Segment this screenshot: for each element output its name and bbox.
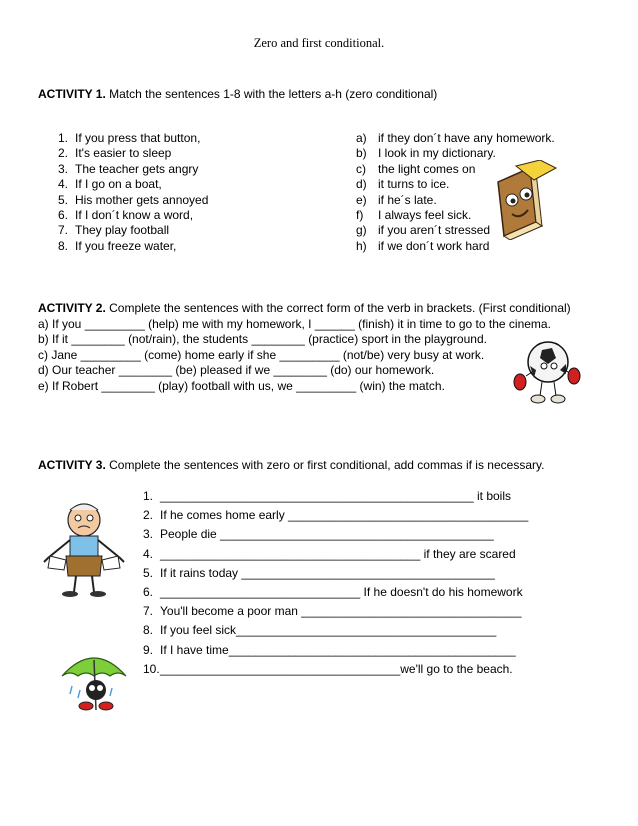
sentence-line: a) If you _________ (help) me with my homework, I ______ (finish) it in time to go to the cinema. — [38, 316, 551, 331]
list-item: h) if we don´t work hard — [356, 238, 490, 253]
list-item: c) the light comes on — [356, 161, 476, 176]
list-item: 3. People die _________________________________________ — [143, 527, 494, 542]
sentence-line: e) If Robert ________ (play) football with us, we _________ (win) the match. — [38, 378, 445, 393]
activity1-instruction: Match the sentences 1-8 with the letters a-h (zero conditional) — [105, 87, 438, 101]
activity3-heading — [38, 458, 544, 472]
list-item: g) if you aren´t stressed — [356, 223, 491, 238]
list-item: a) if they don´t have any homework. — [356, 131, 555, 145]
sentence-line: c) Jane _________ (come) home early if she _________ (not/be) very busy at work. — [38, 347, 485, 362]
list-item: 5. If it rains today ______________________________________ — [143, 565, 495, 580]
worksheet-title: Zero and first conditional. — [253, 36, 385, 50]
sentence-line: b) If it ________ (not/rain), the students ________ (practice) sport in the playground. — [38, 332, 487, 347]
activity3-instruction: Complete the sentences with zero or first conditional, add commas if is necessary. — [105, 458, 545, 472]
man-cartoon-image — [38, 498, 130, 598]
list-item: 7. They play football — [58, 223, 170, 238]
list-item: 8. If you freeze water, — [58, 238, 177, 253]
list-item: 6. If I don´t know a word, — [58, 207, 194, 222]
activity3-list — [143, 487, 528, 679]
list-item: b) I look in my dictionary. — [356, 146, 496, 161]
sentence-line: d) Our teacher ________ (be) pleased if we ________ (do) our homework. — [38, 363, 435, 378]
book-cartoon-image — [490, 160, 560, 240]
activity1-left-list — [58, 131, 208, 254]
list-item: d) it turns to ice. — [356, 177, 450, 192]
list-item: 9. If I have time___________________________________________ — [143, 642, 516, 657]
list-item: 6. ______________________________ If he doesn't do his homework — [143, 584, 523, 599]
list-item: 2. If he comes home early ____________________________________ — [143, 508, 529, 523]
umbrella-cartoon-image — [58, 646, 130, 718]
activity1-heading — [38, 87, 437, 101]
list-item: 1. If you press that button, — [58, 131, 201, 145]
activity3-label: ACTIVITY 3. — [38, 458, 106, 472]
activity2-instruction: Complete the sentences with the correct form of the verb in brackets. (First conditional) — [105, 301, 571, 315]
list-item: 3. The teacher gets angry — [58, 161, 199, 176]
list-item: 7. You'll become a poor man _________________________________ — [143, 604, 522, 619]
football-cartoon-image — [512, 336, 582, 406]
list-item: 10.____________________________________we'll go to the beach. — [143, 661, 513, 676]
list-item: e) if he´s late. — [356, 192, 437, 207]
list-item: 1. _______________________________________________ it boils — [143, 489, 512, 503]
activity2-heading — [38, 301, 571, 317]
list-item: 5. His mother gets annoyed — [58, 192, 209, 207]
list-item: 2. It's easier to sleep — [58, 146, 172, 161]
list-item: 4. If I go on a boat, — [58, 177, 162, 192]
activity1-label: ACTIVITY 1. — [38, 87, 106, 101]
list-item: 8. If you feel sick_______________________________________ — [143, 623, 497, 638]
list-item: 4. _______________________________________ if they are scared — [143, 546, 516, 561]
list-item: f) I always feel sick. — [356, 207, 472, 222]
activity2-block — [38, 301, 571, 395]
activity2-label: ACTIVITY 2. — [38, 301, 106, 315]
